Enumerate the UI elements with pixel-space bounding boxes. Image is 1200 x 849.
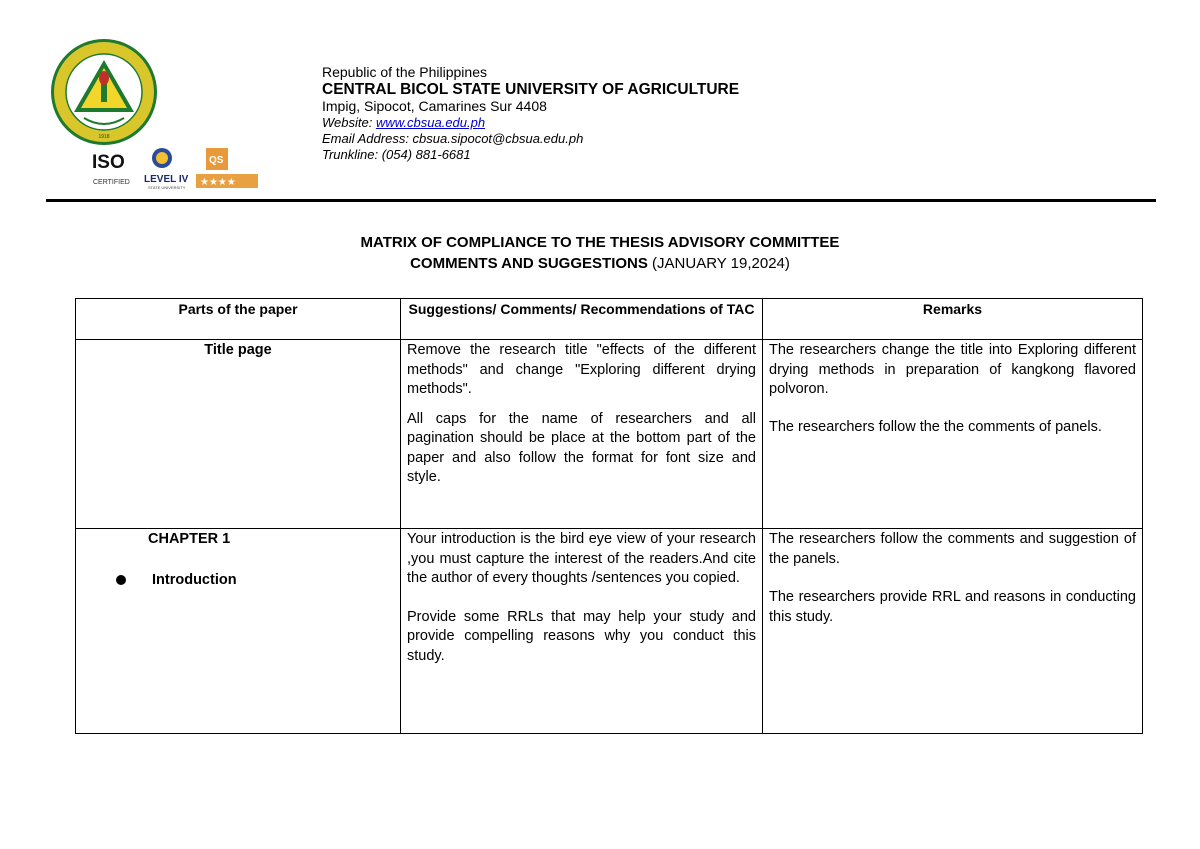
suggestions-cell bbox=[401, 529, 763, 734]
remark-paragraph: The researchers follow the comments and suggestion of the panels. bbox=[769, 531, 1136, 567]
table-row bbox=[76, 340, 1143, 529]
document-title bbox=[0, 232, 1200, 274]
table-header-row bbox=[76, 299, 1143, 340]
suggestion-paragraph: Your introduction is the bird eye view of your research ,you must capture the interest of the readers.And cite the author of every thoughts /sentences you copied. bbox=[407, 531, 756, 586]
remark-paragraph: The researchers follow the the comments of panels. bbox=[769, 418, 1102, 435]
trunkline-line: Trunkline: (054) 881-6681 bbox=[322, 147, 471, 162]
part-cell bbox=[76, 529, 401, 734]
part-cell bbox=[76, 340, 401, 529]
suggestions-cell bbox=[401, 340, 763, 529]
title-line-2 bbox=[0, 253, 1200, 274]
institution-name: CENTRAL BICOL STATE UNIVERSITY OF AGRICULTURE bbox=[322, 81, 740, 98]
iso-badge bbox=[92, 152, 130, 186]
svg-text:LEVEL IV: LEVEL IV bbox=[144, 174, 189, 185]
remark-paragraph: The researchers change the title into Exploring different drying methods in preparation of kangkong flavored polvoron. bbox=[769, 342, 1136, 397]
bullet-icon bbox=[116, 575, 126, 585]
column-header-parts: Parts of the paper bbox=[76, 299, 401, 340]
university-seal-logo bbox=[50, 38, 158, 146]
compliance-matrix-table bbox=[75, 298, 1143, 734]
list-item bbox=[82, 571, 394, 591]
column-header-suggestions: Suggestions/ Comments/ Recommendations of TAC bbox=[401, 299, 763, 340]
website-link[interactable]: www.cbsua.edu.ph bbox=[375, 115, 486, 130]
title-line-2-text: COMMENTS AND SUGGESTIONS bbox=[410, 255, 653, 272]
website-label: Website: bbox=[322, 115, 376, 130]
certification-badges bbox=[90, 146, 260, 192]
suggestion-paragraph: All caps for the name of researchers and all pagination should be place at the bottom part of the paper and also follow the format for font size and style. bbox=[407, 410, 756, 485]
qs-stars-badge bbox=[196, 148, 258, 188]
svg-text:QS: QS bbox=[209, 155, 224, 166]
part-title-page: Title page bbox=[204, 342, 272, 358]
header-divider bbox=[46, 199, 1156, 202]
address-line: Impig, Sipocot, Camarines Sur 4408 bbox=[322, 98, 547, 114]
country-line: Republic of the Philippines bbox=[322, 64, 487, 80]
remark-paragraph: The researchers provide RRL and reasons in conducting this study. bbox=[769, 589, 1136, 625]
website-line bbox=[322, 115, 739, 131]
title-date: (JANUARY 19,2024) bbox=[652, 255, 790, 272]
remarks-cell bbox=[763, 340, 1143, 529]
suggestion-paragraph: Provide some RRLs that may help your study and provide compelling reasons why you conduct this study. bbox=[407, 608, 756, 664]
introduction-label: Introduction bbox=[152, 571, 237, 588]
title-line-1: MATRIX OF COMPLIANCE TO THE THESIS ADVISORY COMMITTEE bbox=[360, 234, 840, 251]
svg-text:ISO: ISO bbox=[92, 152, 125, 173]
svg-text:STATE UNIVERSITY: STATE UNIVERSITY bbox=[148, 185, 186, 190]
letterhead bbox=[322, 64, 739, 163]
suggestion-paragraph: Remove the research title "effects of the different methods" and change "Exploring different drying methods". bbox=[407, 342, 756, 397]
level-iv-badge bbox=[144, 148, 189, 190]
chapter-1-heading: CHAPTER 1 bbox=[148, 531, 231, 547]
remarks-cell bbox=[763, 529, 1143, 734]
column-header-remarks: Remarks bbox=[763, 299, 1143, 340]
email-line: Email Address: cbsua.sipocot@cbsua.edu.ph bbox=[322, 131, 584, 146]
svg-text:★★★★: ★★★★ bbox=[200, 177, 236, 188]
svg-text:1918: 1918 bbox=[98, 134, 110, 140]
table-row bbox=[76, 529, 1143, 734]
svg-text:CERTIFIED: CERTIFIED bbox=[93, 179, 130, 186]
